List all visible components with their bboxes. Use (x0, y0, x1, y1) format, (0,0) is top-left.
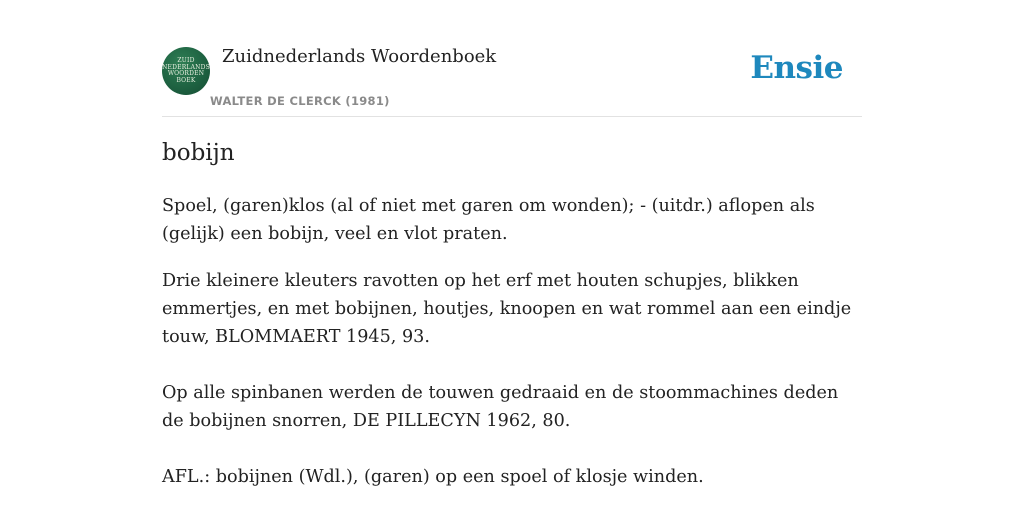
entry-example-quote: Drie kleinere kleuters ravotten op het erf met houten schupjes, blikken emmertjes, en met bobijnen, houtjes, knoopen en wat rommel aan een eindje touw, BLOMMAERT 1945, 93. (162, 271, 852, 347)
page (162, 0, 862, 512)
dictionary-author: WALTER DE CLERCK (1981) (210, 94, 390, 108)
ensie-brand-logo[interactable]: Ensie (750, 50, 843, 86)
dictionary-header (162, 0, 862, 117)
dictionary-title[interactable]: Zuidnederlands Woordenboek (222, 46, 497, 67)
logo-text-line: WOORDEN (167, 70, 205, 77)
dictionary-logo-icon[interactable] (162, 47, 210, 95)
logo-text-line: BOEK (176, 76, 196, 84)
entry-body (162, 192, 862, 491)
entry-example-quote: Op alle spinbanen werden de touwen gedraaid en de stoommachines deden de bobijnen snorren, DE PILLECYN 1962, 80. (162, 383, 839, 431)
entry-definition: Spoel, (garen)klos (al of niet met garen om wonden); - (uitdr.) aflopen als (gelijk) een bobijn, veel en vlot praten. (162, 196, 815, 244)
logo-text-line: NEDERLANDS (162, 63, 210, 71)
entry-headword: bobijn (162, 140, 235, 166)
logo-text-line: ZUID (177, 57, 195, 64)
entry-derivation: AFL.: bobijnen (Wdl.), (garen) op een spoel of klosje winden. (162, 467, 704, 487)
